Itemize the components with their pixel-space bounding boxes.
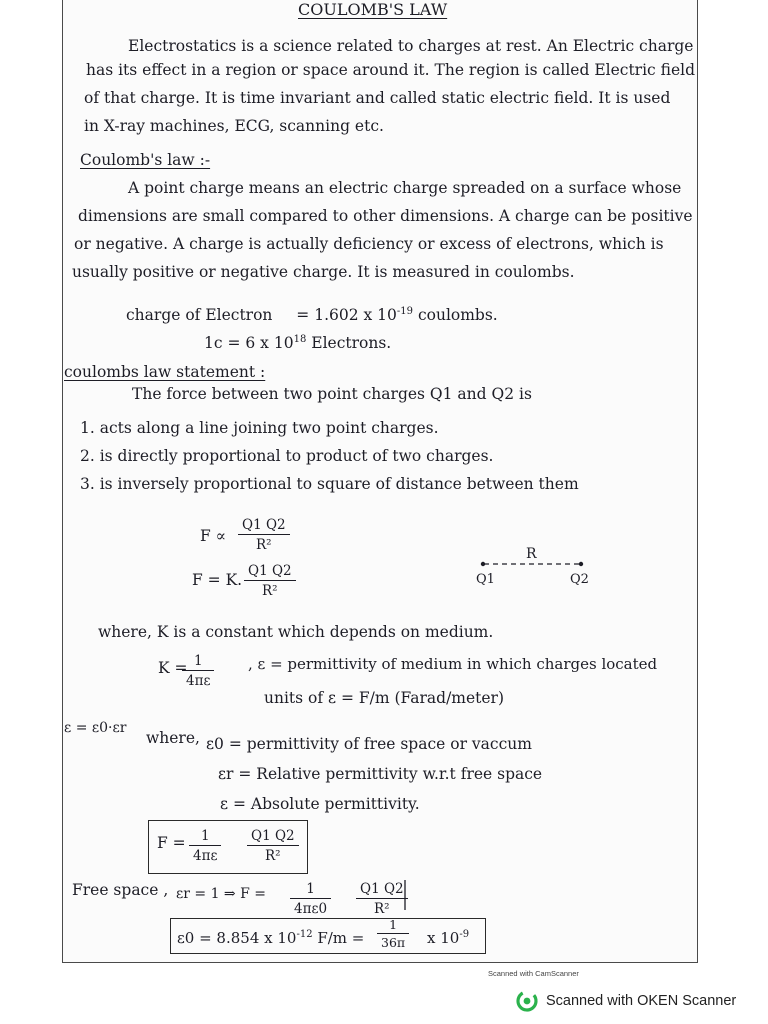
diagram-q1-label: Q1 xyxy=(476,572,495,587)
free-space-divider xyxy=(402,880,408,910)
one-coulomb-exponent: 18 xyxy=(293,334,307,345)
section1-line-1: A point charge means an electric charge spreaded on a surface whose xyxy=(128,179,682,197)
eq-lhs: F = K. xyxy=(192,571,243,589)
boxed-coulomb-formula xyxy=(148,820,308,874)
k-lhs: K = xyxy=(158,659,188,677)
electron-charge-label: charge of Electron xyxy=(126,306,273,324)
free-space-numerator-2: Q1 Q2 xyxy=(360,881,404,897)
eps-definition: ε = Absolute permittivity. xyxy=(220,795,420,813)
one-coulomb-line xyxy=(204,330,391,353)
charge-dot-q2 xyxy=(579,562,583,566)
eps0-rhs-text: x 10 xyxy=(427,929,460,947)
epsilon-units: units of ε = F/m (Farad/meter) xyxy=(264,689,505,707)
prop-numerator: Q1 Q2 xyxy=(242,517,286,533)
intro-line-3: of that charge. It is time invariant and called static electric field. It is used xyxy=(84,89,671,107)
section1-line-2: dimensions are small compared to other dimensions. A charge can be positive xyxy=(78,207,693,225)
boxed-denominator-2: R² xyxy=(247,845,299,865)
statement-item-2: 2. is directly proportional to product of two charges. xyxy=(80,447,494,465)
free-space-denominator-2: R² xyxy=(356,898,408,918)
page-title: COULOMB'S LAW xyxy=(298,0,448,19)
oken-scanner-footer xyxy=(516,990,736,1012)
epsr-definition: εr = Relative permittivity w.r.t free space xyxy=(218,765,543,783)
electron-charge-unit: coulombs. xyxy=(413,306,498,324)
one-coulomb-label: 1c xyxy=(204,334,223,352)
free-space-label: Free space , xyxy=(72,881,169,899)
one-coulomb-value: = 6 x 10 xyxy=(227,334,294,352)
k-denominator: 4πε xyxy=(182,670,214,690)
free-space-condition: εr = 1 ⇒ F = xyxy=(176,886,267,902)
free-space-fraction-1 xyxy=(290,880,331,918)
boxed-fraction-1 xyxy=(189,827,221,865)
camscanner-watermark: Scanned with CamScanner xyxy=(488,969,579,978)
section1-line-3: or negative. A charge is actually deficiency or excess of electrons, which is xyxy=(74,235,664,253)
diagram-distance-label: R xyxy=(526,546,537,562)
electron-charge-value: = 1.602 x 10 xyxy=(296,306,397,324)
eq-denominator: R² xyxy=(244,580,296,600)
electron-charge-exponent: -19 xyxy=(396,306,414,317)
eps0-rhs-exponent: -9 xyxy=(459,929,470,940)
eps0-numerator: 1 xyxy=(389,917,398,932)
epsilon-product: ε = ε0·εr xyxy=(64,720,127,736)
boxed-eps0-value xyxy=(170,918,486,954)
epsilon-definition: , ε = permittivity of medium in which charges located xyxy=(248,655,658,673)
eps0-rhs xyxy=(427,925,469,948)
intro-line-4: in X-ray machines, ECG, scanning etc. xyxy=(84,117,384,135)
intro-line-2: has its effect in a region or space around it. The region is called Electric field xyxy=(86,61,696,79)
eps0-value-exponent: -12 xyxy=(296,929,313,940)
eps0-value-unit: F/m = xyxy=(312,929,365,947)
eq-fraction xyxy=(244,562,296,600)
eq-numerator: Q1 Q2 xyxy=(248,563,292,579)
k-numerator: 1 xyxy=(193,653,203,669)
one-coulomb-unit: Electrons. xyxy=(306,334,392,352)
eps0-fraction xyxy=(377,917,409,951)
oken-scanner-text: Scanned with OKEN Scanner xyxy=(546,993,737,1009)
diagram-q2-label: Q2 xyxy=(570,572,589,587)
boxed-numerator-1: 1 xyxy=(200,828,210,844)
statement-intro: The force between two point charges Q1 and Q2 is xyxy=(132,385,532,403)
eps0-denominator: 36π xyxy=(377,933,409,951)
oken-scanner-logo-icon xyxy=(516,990,538,1012)
boxed-lhs: F = xyxy=(157,834,186,852)
prop-fraction xyxy=(238,516,290,554)
boxed-fraction-2 xyxy=(247,827,299,865)
free-space-numerator-1: 1 xyxy=(306,881,315,897)
permittivity-where: where, xyxy=(146,729,200,747)
intro-line-1: Electrostatics is a science related to charges at rest. An Electric charge xyxy=(128,37,694,55)
free-space-denominator-1: 4πε0 xyxy=(290,898,331,918)
k-fraction xyxy=(182,652,214,690)
statement-item-3: 3. is inversely proportional to square of distance between them xyxy=(80,475,579,493)
boxed-denominator-1: 4πε xyxy=(189,845,221,865)
prop-lhs: F ∝ xyxy=(200,527,227,545)
free-space-fraction-2 xyxy=(356,880,408,918)
section-heading-statement: coulombs law statement : xyxy=(64,363,266,381)
eps0-value-lhs: ε0 = 8.854 x 10 xyxy=(177,929,297,947)
statement-item-1: 1. acts along a line joining two point charges. xyxy=(80,419,439,437)
eps0-definition: ε0 = permittivity of free space or vaccum xyxy=(206,735,532,753)
eps0-value-line xyxy=(177,925,364,948)
section-heading-coulombs-law: Coulomb's law :- xyxy=(80,151,211,169)
k-where-line: where, K is a constant which depends on medium. xyxy=(98,623,494,641)
prop-denominator: R² xyxy=(238,534,290,554)
boxed-numerator-2: Q1 Q2 xyxy=(251,828,295,844)
charge-dot-q1 xyxy=(481,562,485,566)
electron-charge-line xyxy=(126,302,498,325)
section1-line-4: usually positive or negative charge. It is measured in coulombs. xyxy=(72,263,575,281)
